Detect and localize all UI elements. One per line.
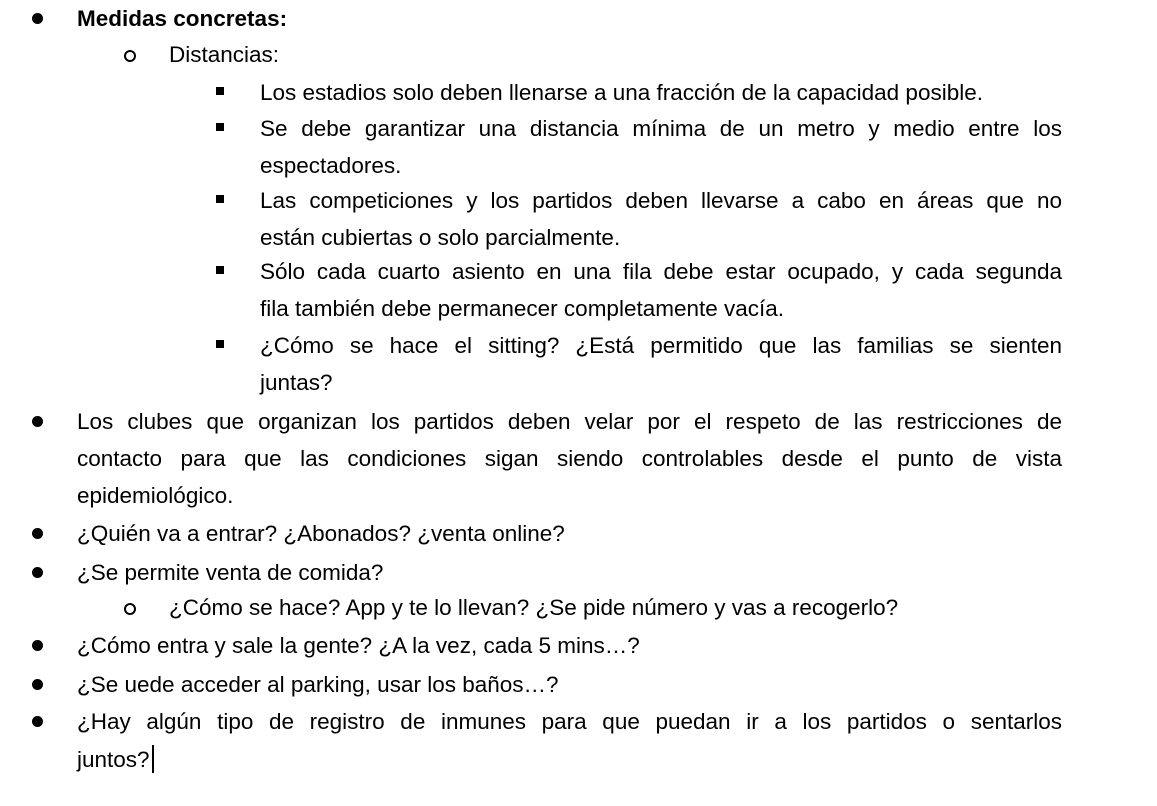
list-item-text: están cubiertas o solo parcialmente. [260,225,621,250]
subheading-distancias: Distancias: [169,42,280,67]
list-item-text: contacto para que las condiciones sigan siendo controlables desde el punto de vista [77,446,1062,471]
list-item-text: epidemiológico. [77,483,234,508]
bullet-square-icon [216,123,224,131]
list-item-text: ¿Quién va a entrar? ¿Abonados? ¿venta online? [77,521,565,546]
bullet-disc-icon [32,679,43,690]
list-item-text: ¿Cómo se hace el sitting? ¿Está permitido que las familias se sienten [260,333,1062,358]
list-item-text: Los estadios solo deben llenarse a una fracción de la capacidad posible. [260,80,983,105]
bullet-disc-icon [32,528,43,539]
bullet-square-icon [216,195,224,203]
list-item-text: ¿Hay algún tipo de registro de inmunes para que puedan ir a los partidos o sentarlos [77,709,1062,734]
bullet-disc-icon [32,13,43,24]
bullet-square-icon [216,266,224,274]
list-item-text: Se debe garantizar una distancia mínima de un metro y medio entre los [260,116,1062,141]
list-item-last-line [77,741,154,778]
list-item-text: Los clubes que organizan los partidos deben velar por el respeto de las restricciones de [77,409,1062,434]
list-item-text: ¿Se uede acceder al parking, usar los baños…? [77,672,559,697]
list-item-text: juntos? [77,747,150,772]
bullet-disc-icon [32,640,43,651]
bullet-disc-icon [32,416,43,427]
bullet-square-icon [216,340,224,348]
list-item-text: ¿Se permite venta de comida? [77,560,384,585]
bullet-disc-icon [32,716,43,727]
bullet-square-icon [216,87,224,95]
list-item-text: ¿Cómo entra y sale la gente? ¿A la vez, cada 5 mins…? [77,633,640,658]
list-item-text: ¿Cómo se hace? App y te lo llevan? ¿Se pide número y vas a recogerlo? [169,595,899,620]
list-item-text: Sólo cada cuarto asiento en una fila debe estar ocupado, y cada segunda [260,259,1062,284]
bullet-circle-icon [124,50,136,62]
heading-medidas: Medidas concretas: [77,6,288,31]
bullet-disc-icon [32,567,43,578]
list-item-text: Las competiciones y los partidos deben llevarse a cabo en áreas que no [260,188,1062,213]
text-cursor [152,745,154,773]
list-item-text: fila también debe permanecer completamente vacía. [260,296,785,321]
bullet-circle-icon [124,603,136,615]
list-item-text: espectadores. [260,153,402,178]
list-item-text: juntas? [260,370,333,395]
